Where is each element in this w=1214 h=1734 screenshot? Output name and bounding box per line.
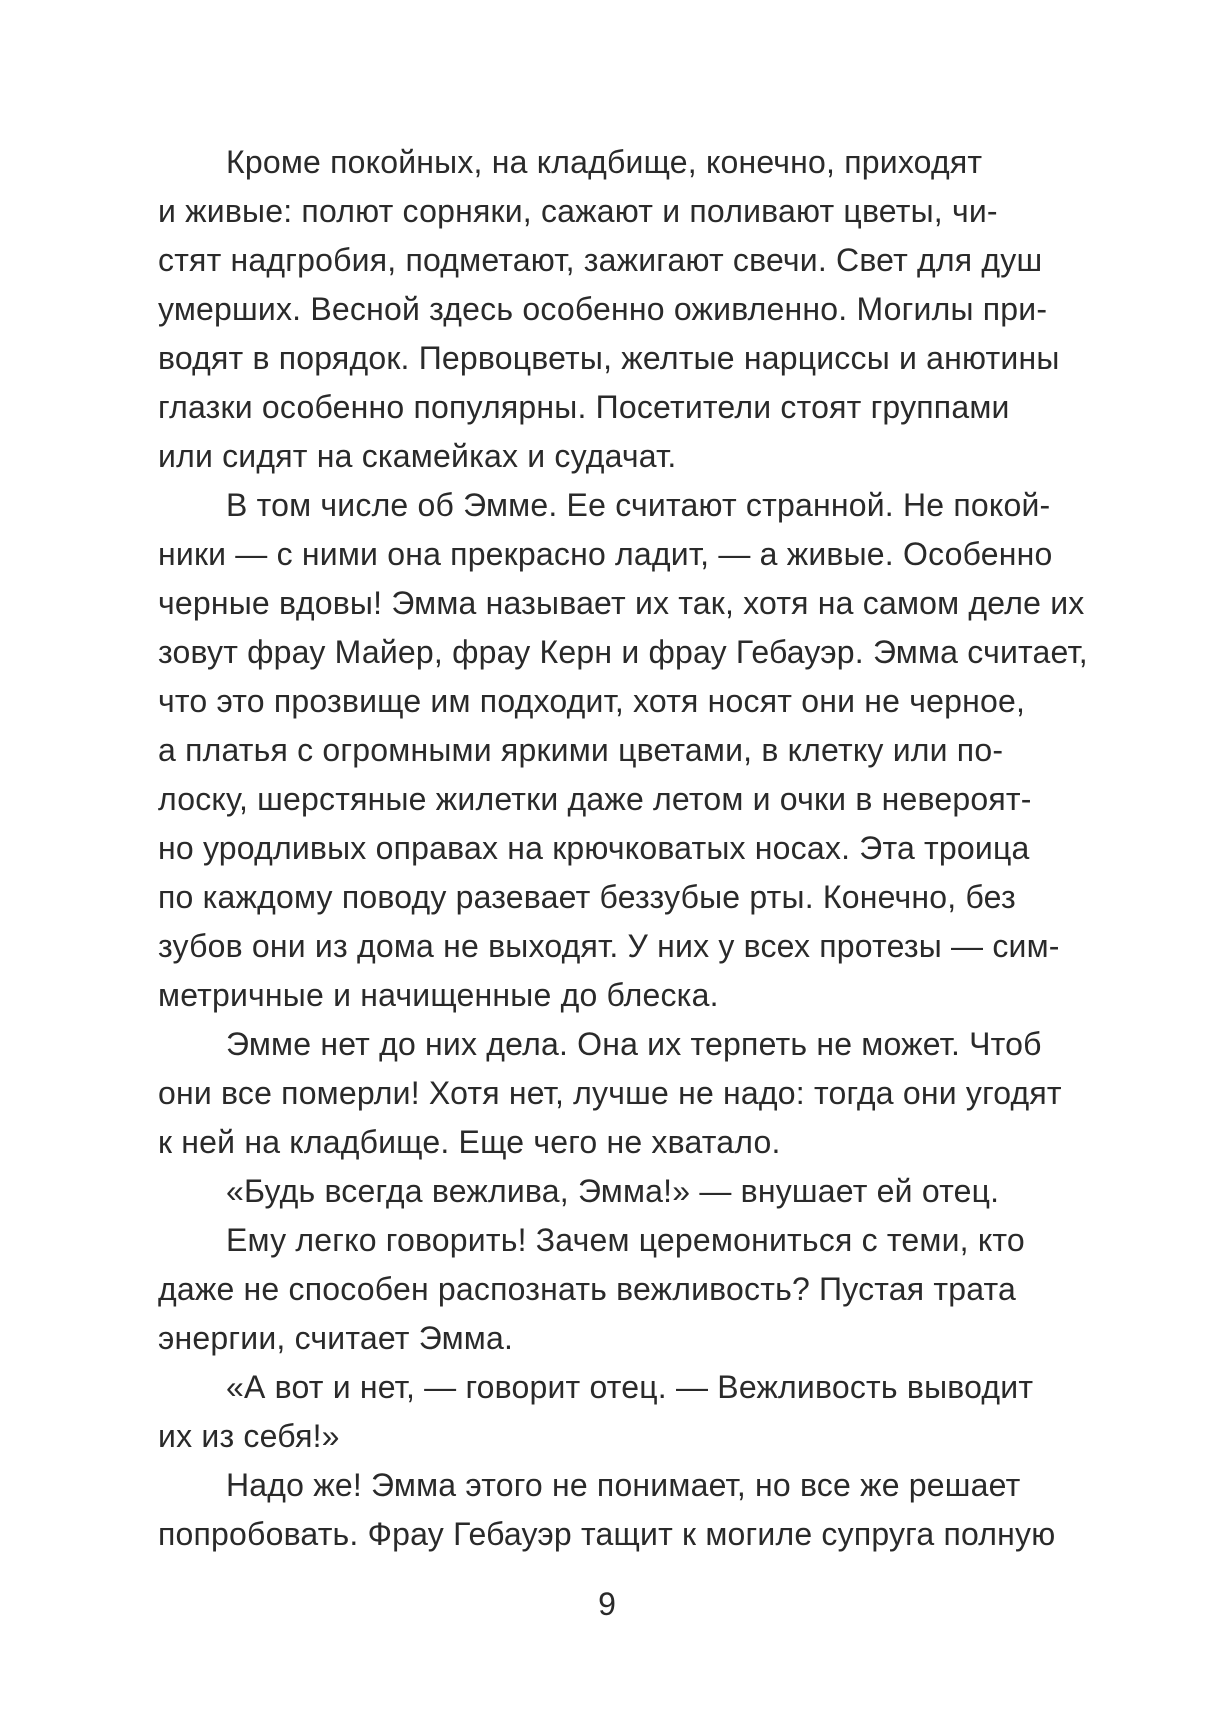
text-line: В том числе об Эмме. Ее считают странной. Не покой- bbox=[226, 487, 1051, 523]
text-line: стят надгробия, подметают, зажигают свечи. Свет для душ bbox=[158, 242, 1043, 278]
text-line: «А вот и нет, — говорит отец. — Вежливость выводит bbox=[226, 1369, 1034, 1405]
text-line: ники — с ними она прекрасно ладит, — а живые. Особенно bbox=[158, 536, 1053, 572]
text-line: попробовать. Фрау Гебауэр тащит к могиле супруга полную bbox=[158, 1516, 1056, 1552]
text-line: метричные и начищенные до блеска. bbox=[158, 977, 719, 1013]
text-line: к ней на кладбище. Еще чего не хватало. bbox=[158, 1124, 781, 1160]
text-line: Ему легко говорить! Зачем церемониться с теми, кто bbox=[226, 1222, 1025, 1258]
text-line: энергии, считает Эмма. bbox=[158, 1320, 514, 1356]
text-line: черные вдовы! Эмма называет их так, хотя на самом деле их bbox=[158, 585, 1085, 621]
text-line: лоску, шерстяные жилетки даже летом и очки в невероят- bbox=[158, 781, 1032, 817]
text-line: даже не способен распознать вежливость? Пустая трата bbox=[158, 1271, 1017, 1307]
page-number: 9 bbox=[598, 1586, 616, 1622]
text-line: Эмме нет до них дела. Она их терпеть не может. Чтоб bbox=[226, 1026, 1042, 1062]
text-line: но уродливых оправах на крючковатых носах. Эта троица bbox=[158, 830, 1030, 866]
text-line: зовут фрау Майер, фрау Керн и фрау Гебауэр. Эмма считает, bbox=[158, 634, 1088, 670]
text-line: по каждому поводу разевает беззубые рты. Конечно, без bbox=[158, 879, 1016, 915]
text-line: они все померли! Хотя нет, лучше не надо: тогда они угодят bbox=[158, 1075, 1062, 1111]
text-line: Надо же! Эмма этого не понимает, но все же решает bbox=[226, 1467, 1021, 1503]
text-line: что это прозвище им подходит, хотя носят они не черное, bbox=[158, 683, 1026, 719]
text-line: водят в порядок. Первоцветы, желтые нарциссы и анютины bbox=[158, 340, 1060, 376]
text-line: а платья с огромными яркими цветами, в клетку или по- bbox=[158, 732, 1004, 768]
body-text bbox=[158, 138, 1118, 1559]
text-line: Кроме покойных, на кладбище, конечно, приходят bbox=[226, 144, 983, 180]
text-line: зубов они из дома не выходят. У них у всех протезы — сим- bbox=[158, 928, 1060, 964]
text-line: умерших. Весной здесь особенно оживленно. Могилы при- bbox=[158, 291, 1048, 327]
text-line: их из себя!» bbox=[158, 1418, 340, 1454]
text-line: или сидят на скамейках и судачат. bbox=[158, 438, 677, 474]
text-line: «Будь всегда вежлива, Эмма!» — внушает ей отец. bbox=[226, 1173, 1000, 1209]
text-line: и живые: полют сорняки, сажают и поливают цветы, чи- bbox=[158, 193, 998, 229]
text-line: глазки особенно популярны. Посетители стоят группами bbox=[158, 389, 1010, 425]
